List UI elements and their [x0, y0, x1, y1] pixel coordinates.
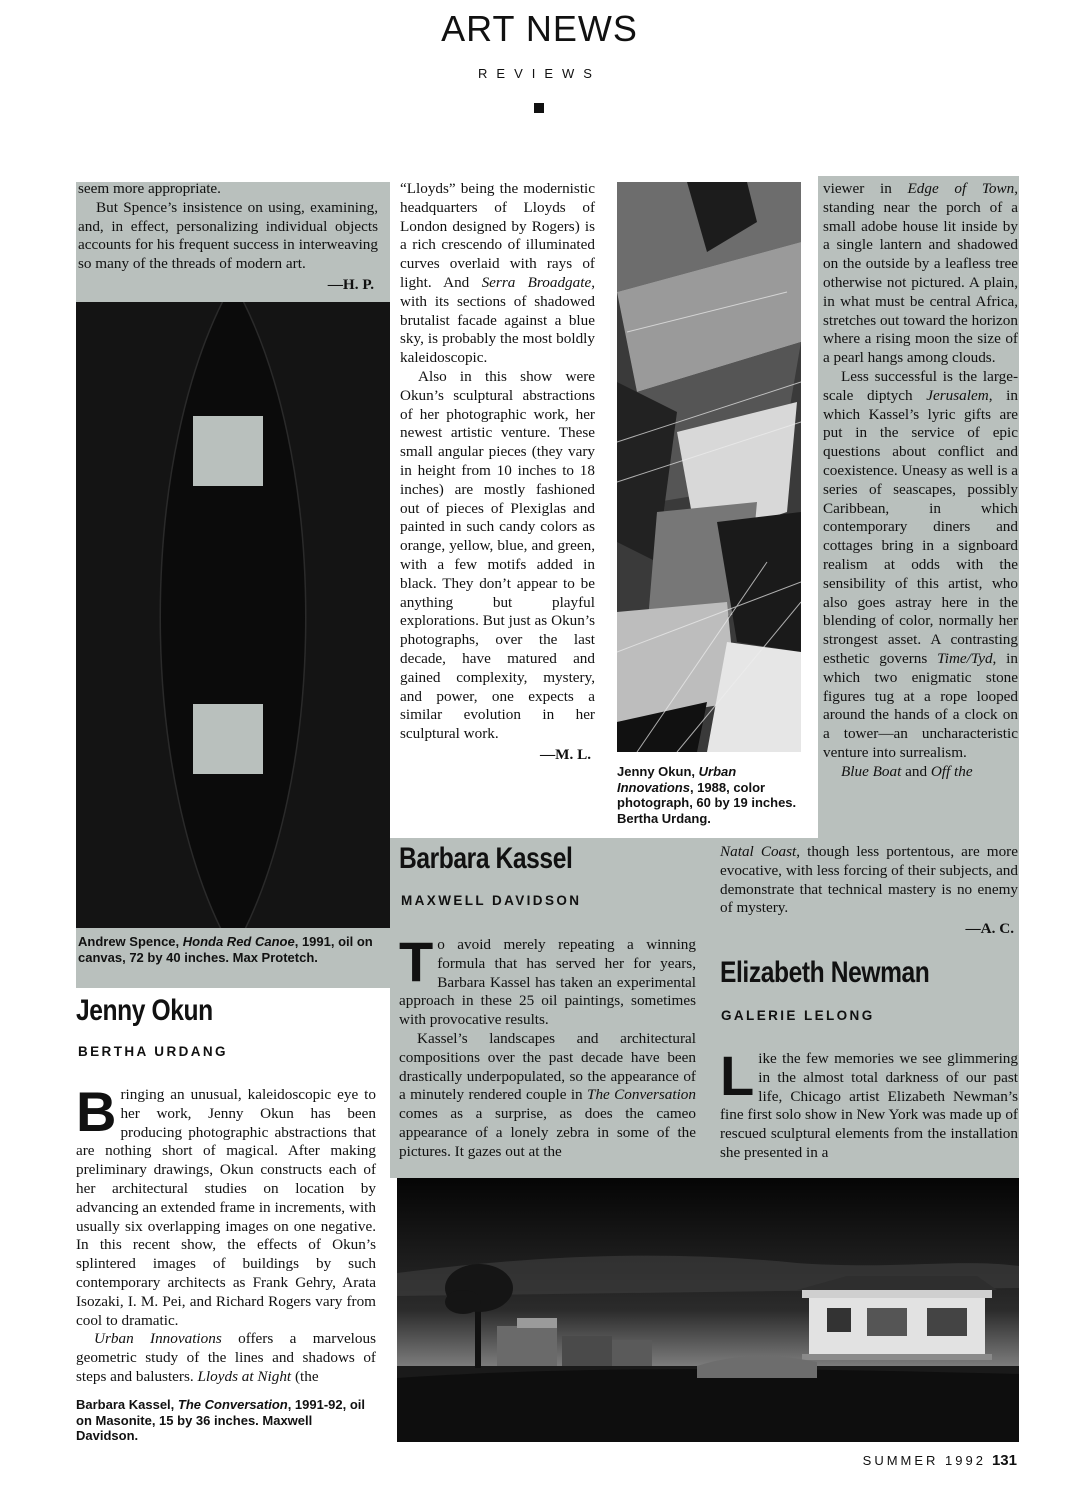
- masthead-square: [534, 103, 544, 113]
- kassel-artwork: [397, 1178, 1019, 1442]
- okun-caption: Jenny Okun, Urban Innovations, 1988, color photograph, 60 by 19 inches. Bertha Urdang.: [617, 764, 797, 826]
- okun-paragraph-3: Also in this show were Okun’s sculptural abstractions of her photographic work, her newest artistic venture. These small angular pieces (they vary in height from 10 inches to 18 inches) are mostly fashioned out of pieces of Plexiglas and painted in such candy colors as orange, yellow, blue, and green, with a few motifs added in black. They don’t appear to be anything but playful explorations. But just as Okun’s photographs, over the last decade, have matured and gained complexity, mystery, and power, one expects a similar evolution in her sculptural work.: [400, 367, 595, 743]
- spence-caption: Andrew Spence, Honda Red Canoe, 1991, oil on canvas, 72 by 40 inches. Max Protetch.: [78, 934, 373, 965]
- okun-artwork: [617, 182, 801, 752]
- okun-gallery: BERTHA URDANG: [78, 1044, 228, 1059]
- honda-red-canoe-painting: [76, 302, 390, 928]
- spence-initials: —H. P.: [327, 275, 374, 293]
- okun-initials: —M. L.: [539, 745, 591, 763]
- page-number: 131: [991, 1452, 1017, 1469]
- kassel-caption-title: The Conversation: [177, 1397, 288, 1412]
- the-conversation-painting: [397, 1178, 1019, 1442]
- okun-review-col2: “Lloyds” being the modernistic headquarters of Lloyds of London designed by Rogers) is a rich crescendo of illuminated curves overlaid with rays of light. And Serra Broadgate, with its sections of shadowed brutalist facade against a blue sky, is probably the most boldly kaleidoscopic. Also in this show were Okun’s sculptural abstractions of her photographic work, her newest artistic venture. These small angular pieces (they vary in height from 10 inches to 18 inches) are mostly fashioned out of pieces of Plexiglas and painted in such candy colors as orange, yellow, blue, and green, with a few motifs added in black. They don’t appear to be anything but playful explorations. But just as Okun’s photographs, over the last decade, have matured and gained complexity, mystery, and power, one expects a similar evolution in her sculptural work. —M. L.: [400, 180, 595, 763]
- newman-review: [720, 1044, 1018, 1163]
- magazine-title: ART NEWS: [441, 8, 638, 49]
- kassel-review-end: Natal Coast, though less portentous, are more evocative, with less forcing of their subjects, and demonstrate that technical mastery is no enemy of mystery. —A. C.: [720, 843, 1018, 938]
- kassel-review-col3: To avoid merely repeating a winning formula that has served her for years, Barbara Kassel has taken an experimental approach in these 25 oil paintings, sometimes with provocative results. Kassel’s landscapes and architectural compositions over the past decade have been drastically underpopulated, so the appearance of a minutely rendered couple in The Conversation comes as a surprise, as does the cameo appearance of a lonely zebra in some of the pictures. It gazes out at the: [399, 930, 696, 1160]
- kassel-gallery: MAXWELL DAVIDSON: [401, 893, 582, 908]
- section-label: REVIEWS: [478, 66, 601, 81]
- spence-review-end: [78, 180, 378, 295]
- okun-paragraph-1: ringing an unusual, kaleidoscopic eye to her work, Jenny Okun has been producing photographic abstractions that are nothing short of magical. After making preliminary drawings, Okun constructs each of her architectural studies on location by advancing an extended frame in increments, with usually six overlapping images on one negative. In this recent show, the effects of Okun’s splintered images of buildings by such contemporary architects as Frank Gehry, Arata Isozaki, I. M. Pei, and Richard Rogers vary from cool to dramatic.: [76, 1086, 376, 1329]
- kassel-heading: Barbara Kassel: [399, 842, 573, 875]
- newman-gallery: GALERIE LELONG: [721, 1008, 875, 1023]
- spence-line: seem more appropriate.: [78, 180, 221, 197]
- okun-heading: Jenny Okun: [76, 994, 213, 1027]
- kassel-dropcap: T: [399, 930, 434, 993]
- okun-caption-title: Urban Innovations: [617, 764, 737, 795]
- canoe-artwork: [76, 302, 390, 928]
- kassel-initials: —A. C.: [965, 920, 1014, 938]
- newman-dropcap: L: [720, 1044, 755, 1107]
- urban-innovations-photo: [617, 182, 801, 752]
- okun-review-col1: Bringing an unusual, kaleidoscopic eye to her work, Jenny Okun has been producing photographic abstractions that are nothing short of magical. After making preliminary drawings, Okun constructs each of her architectural studies on location by advancing an extended frame in increments, with usually six overlapping images on one negative. In this recent show, the effects of Okun’s splintered images of buildings by such contemporary architects as Frank Gehry, Arata Isozaki, I. M. Pei, and Richard Rogers vary from cool to dramatic. Urban Innovations offers a marvelous geometric study of the lines and shadows of steps and balusters. Lloyds at Night (the: [76, 1080, 376, 1385]
- newman-heading: Elizabeth Newman: [720, 956, 930, 989]
- kassel-paragraph-1: o avoid merely repeating a winning formula that has served her for years, Barbara Kassel has taken an experimental approach in these 25 oil paintings, sometimes with provocative results.: [399, 936, 696, 1029]
- spence-caption-title: Honda Red Canoe: [182, 934, 295, 949]
- kassel-review-col4: viewer in Edge of Town, standing near the porch of a small adobe house lit inside by a single lantern and shadowed on the outside by a leafless tree otherwise not pictured. A plain, in what must be central Africa, stretches out toward the horizon where a rising moon the size of a pearl hangs among clouds. Less successful is the large-scale diptych Jerusalem, in which Kassel’s lyric gifts are put in the service of epic questions about conflict and coexistence. Uneasy as well is a series of seascapes, possibly Caribbean, in which contemporary diners and cottages bring in a signboard realism at odds with the sensibility of this artist, who also goes astray here in the blending of color, normally her strongest asset. A contrasting esthetic governs Time/Tyd, in which two enigmatic stone figures tug at a rope looped around the hands of a clock on a tower—an uncharacteristic venture into surrealism. Blue Boat and Off the: [823, 180, 1019, 780]
- okun-dropcap: B: [76, 1080, 117, 1143]
- kassel-caption: Barbara Kassel, The Conversation, 1991-92, oil on Masonite, 15 by 36 inches. Maxwell Davidson.: [76, 1397, 366, 1443]
- newman-paragraph-1: ike the few memories we see glimmering in the almost total darkness of our past life, Chicago artist Elizabeth Newman’s fine first solo show in New York was made up of rescued sculptural elements from the installation she presented in a: [720, 1050, 1018, 1161]
- page-footer: [863, 1452, 1017, 1469]
- spence-paragraph: But Spence’s insistence on using, examining, and, in effect, personalizing individual objects accounts for his frequent success in interweaving so many of the threads of modern art.: [78, 198, 378, 273]
- issue-date: SUMMER 1992: [862, 1453, 986, 1468]
